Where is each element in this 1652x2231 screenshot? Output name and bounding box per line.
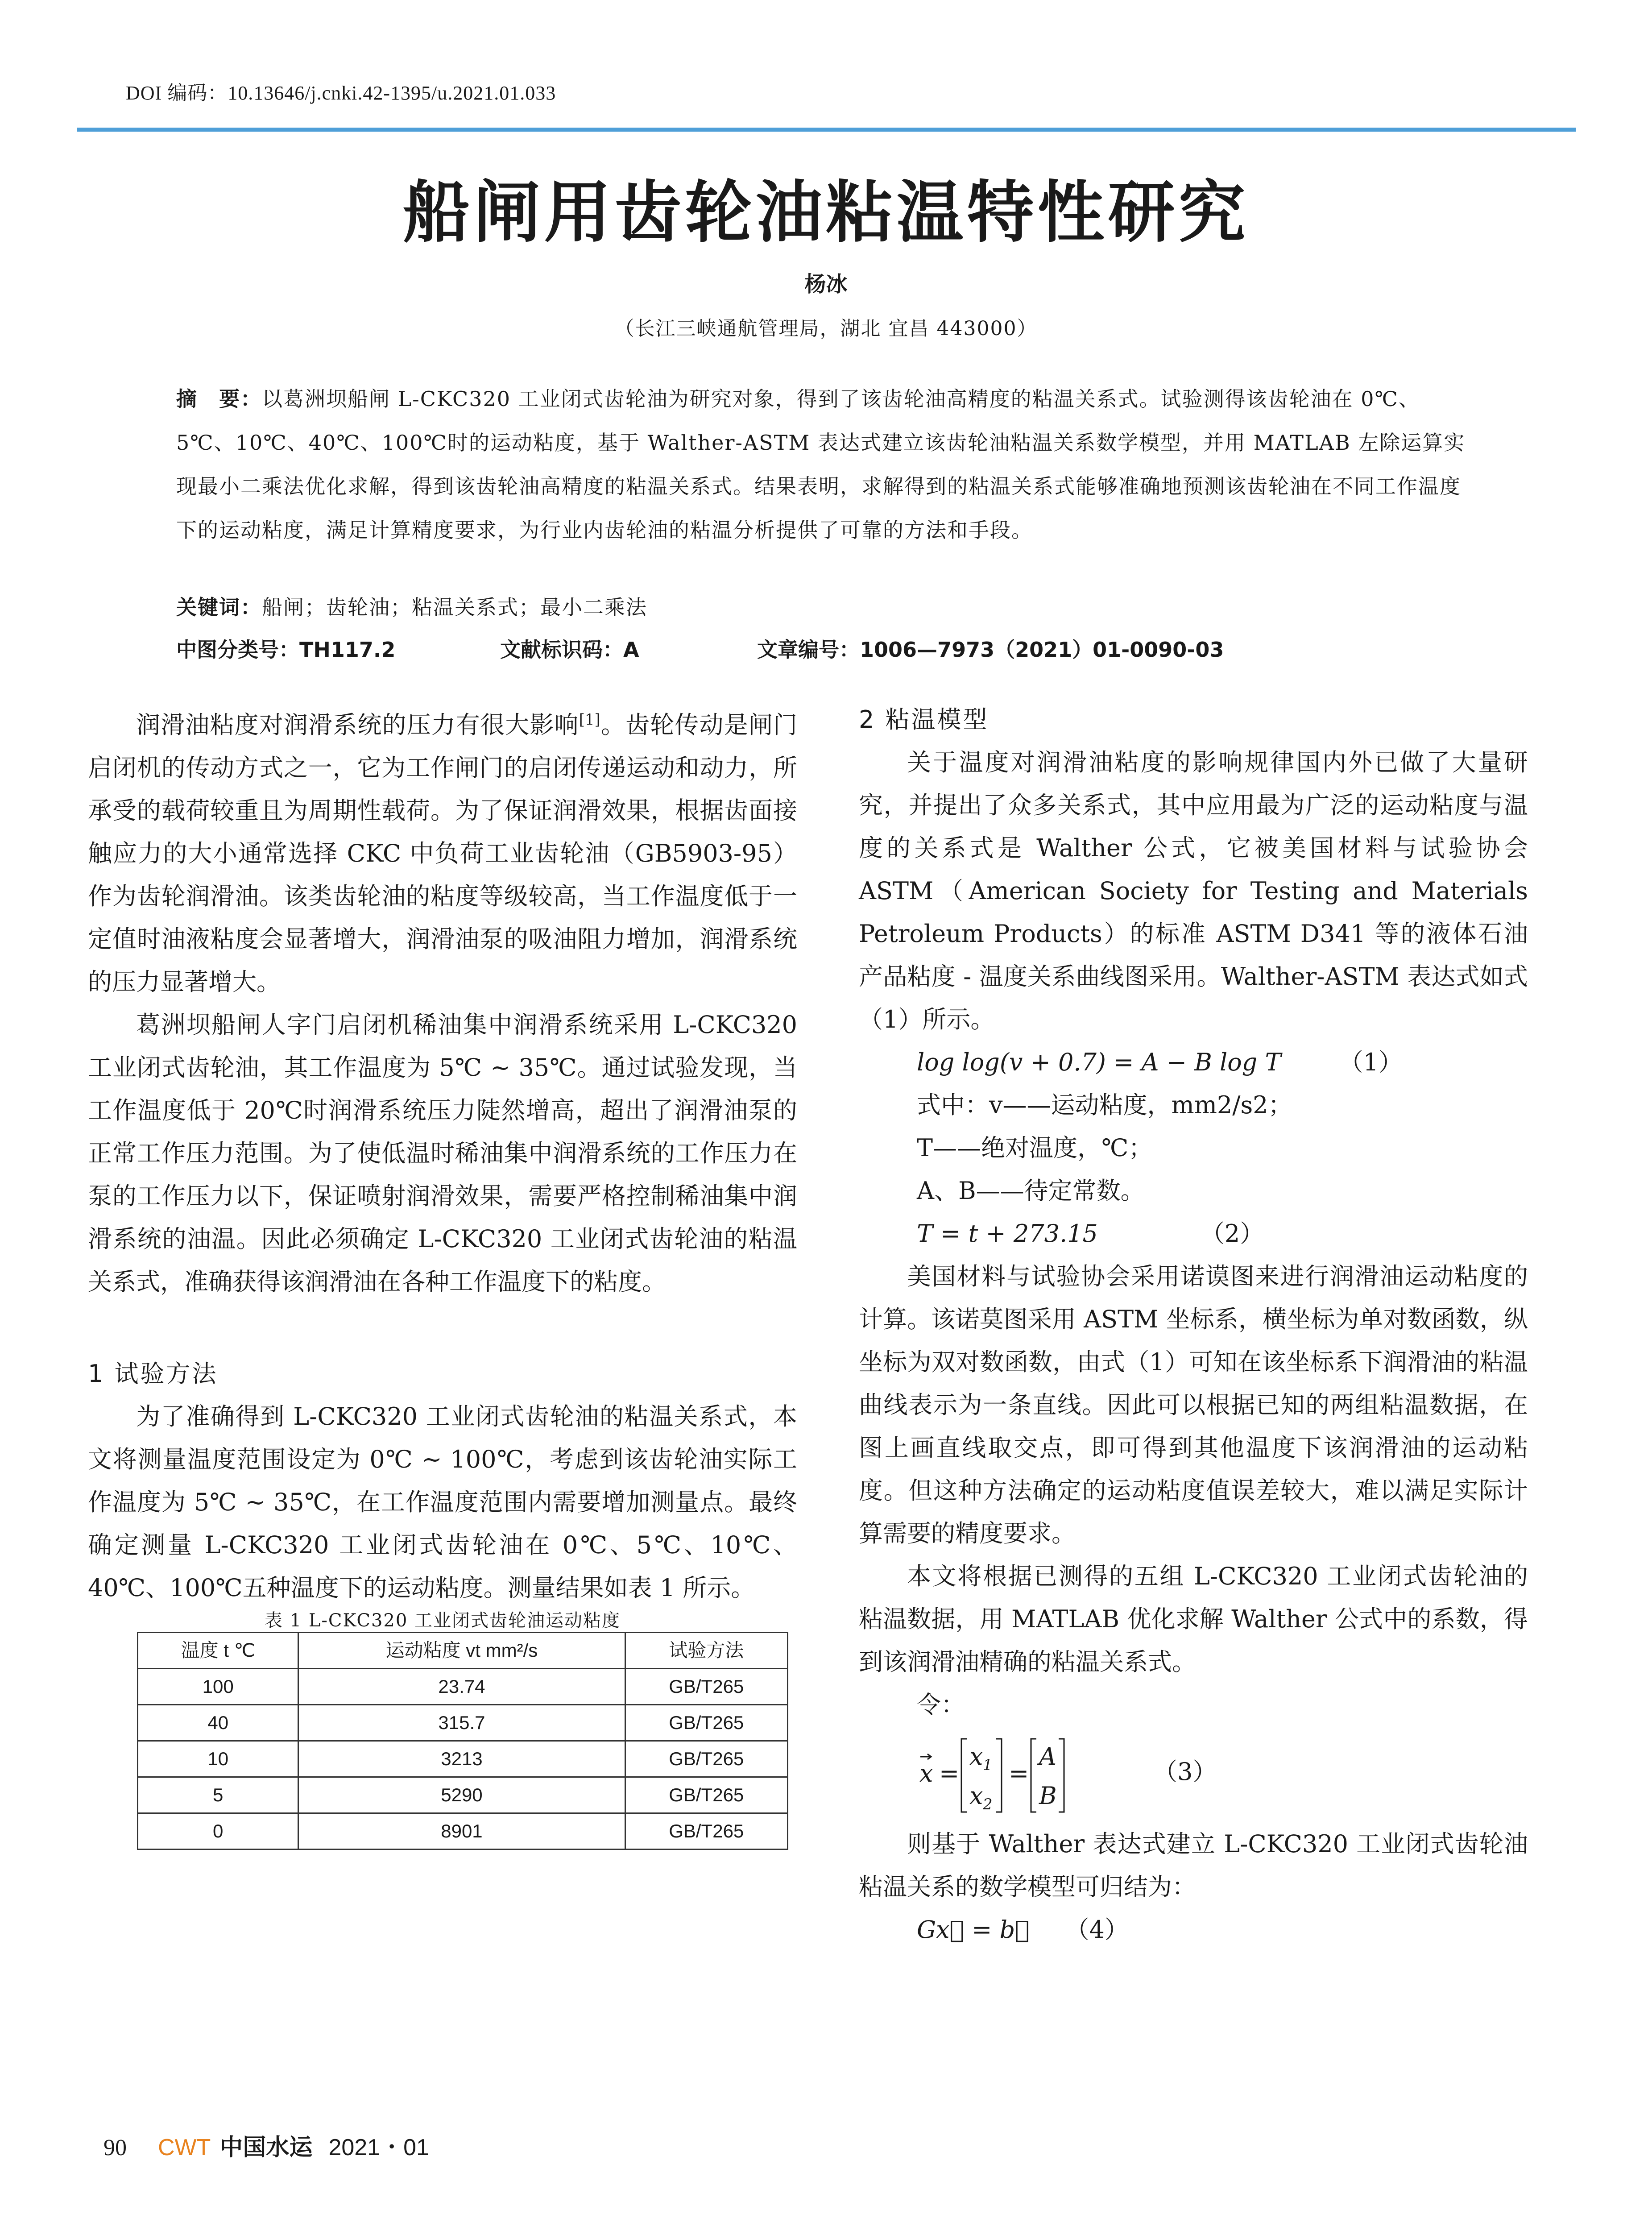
right-column bbox=[859, 698, 1528, 1951]
page-number: 90 bbox=[104, 2135, 127, 2161]
article-number: 文章编号：1006—7973（2021）01-0090-03 bbox=[757, 638, 1224, 662]
equation-2 bbox=[859, 1212, 1528, 1255]
svg-text:A: A bbox=[1039, 1742, 1056, 1771]
table-row bbox=[138, 1705, 788, 1741]
header-rule bbox=[77, 128, 1576, 132]
let-label: 令： bbox=[917, 1691, 965, 1719]
table-header-cell: 试验方法 bbox=[625, 1633, 788, 1669]
paragraph: 本文将根据已测得的五组 L-CKC320 工业闭式齿轮油的粘温数据，用 MATLAB 优化求解 Walther 公式中的系数，得到该润滑油精确的粘温关系式。 bbox=[859, 1562, 1528, 1676]
table-cell: GB/T265 bbox=[625, 1669, 788, 1705]
equation-text: T = t + 273.15 bbox=[917, 1219, 1098, 1248]
svg-text:2: 2 bbox=[983, 1796, 993, 1813]
equation-number: （1） bbox=[1339, 1048, 1403, 1076]
abstract-label: 摘 要： bbox=[176, 387, 262, 411]
keywords bbox=[176, 591, 647, 621]
magazine-name: 中国水运 bbox=[219, 2134, 313, 2161]
section-heading: 1 试验方法 bbox=[88, 1360, 218, 1388]
equation-1 bbox=[859, 1041, 1528, 1084]
table-cell: 315.7 bbox=[298, 1705, 625, 1741]
svg-text:=: = bbox=[1009, 1759, 1029, 1787]
table-cell: 100 bbox=[138, 1669, 298, 1705]
table-header-cell: 温度 t ℃ bbox=[138, 1633, 298, 1669]
equation-number: （3） bbox=[1153, 1758, 1217, 1786]
abstract bbox=[176, 377, 1479, 552]
paragraph: 为了准确得到 L-CKC320 工业闭式齿轮油的粘温关系式，本文将测量温度范围设定为 0℃ ~ 100℃，考虑到该齿轮油实际工作温度为 5℃ ~ 35℃，在工作温度范围内需要增加测量点。最终确定测量 L-CKC320 工业闭式齿轮油在 0℃、5℃、10℃、40℃、100℃五种温度下的运动粘度。测量结果如表 1 所示。 bbox=[88, 1402, 797, 1602]
doi-line: DOI 编码：10.13646/j.cnki.42-1395/u.2021.01.033 bbox=[126, 82, 556, 104]
keywords-text: 船闸；齿轮油；粘温关系式；最小二乘法 bbox=[262, 595, 647, 619]
table-header-row bbox=[138, 1633, 788, 1669]
viscosity-table bbox=[137, 1632, 788, 1850]
section-heading: 2 粘温模型 bbox=[859, 705, 989, 734]
paragraph: 则基于 Walther 表达式建立 L-CKC320 工业闭式齿轮油粘温关系的数学模型可归结为： bbox=[859, 1830, 1528, 1901]
table-caption: 表 1 L-CKC320 工业闭式齿轮油运动粘度 bbox=[264, 1610, 621, 1631]
table-cell: 0 bbox=[138, 1813, 298, 1849]
table-row bbox=[138, 1813, 788, 1849]
equation-3 bbox=[859, 1726, 1528, 1823]
abstract-text: 以葛洲坝船闸 L-CKC320 工业闭式齿轮油为研究对象，得到了该齿轮油高精度的粘温关系式。试验测得该齿轮油在 0℃、5℃、10℃、40℃、100℃时的运动粘度，基于 Walther-ASTM 表达式建立该齿轮油粘温关系数学模型，并用 MATLAB 左除运算实现最小二乘法优化求解，得到该齿轮油高精度的粘温关系式。结果表明，求解得到的粘温关系式能够准确地预测该齿轮油在不同工作温度下的运动粘度，满足计算精度要求，为行业内齿轮油的粘温分析提供了可靠的方法和手段。 bbox=[176, 387, 1466, 542]
definition: 式中：v——运动粘度，mm2/s2； bbox=[917, 1091, 1292, 1119]
table-row bbox=[138, 1777, 788, 1813]
table-row bbox=[138, 1741, 788, 1777]
svg-text:x: x bbox=[969, 1742, 983, 1771]
equation-4 bbox=[859, 1908, 1528, 1951]
clc-number: 中图分类号：TH117.2 bbox=[176, 638, 396, 662]
brand-logo: CWT bbox=[158, 2135, 211, 2161]
table-cell: 10 bbox=[138, 1741, 298, 1777]
table-cell: GB/T265 bbox=[625, 1741, 788, 1777]
article-title: 船闸用齿轮油粘温特性研究 bbox=[403, 173, 1249, 252]
equation-number: （2） bbox=[1200, 1219, 1264, 1248]
table-cell: 40 bbox=[138, 1705, 298, 1741]
table-cell: GB/T265 bbox=[625, 1813, 788, 1849]
author: 杨冰 bbox=[804, 272, 848, 297]
svg-text:=: = bbox=[939, 1759, 960, 1787]
table-cell: 3213 bbox=[298, 1741, 625, 1777]
svg-text:1: 1 bbox=[983, 1756, 993, 1774]
table-header-cell: 运动粘度 vt mm²/s bbox=[298, 1633, 625, 1669]
vector-matrix-equation bbox=[917, 1729, 1126, 1818]
keywords-label: 关键词： bbox=[176, 595, 262, 619]
affiliation: （长江三峡通航管理局，湖北 宜昌 443000） bbox=[614, 317, 1038, 340]
equation-text: log log(v + 0.7) = A − B log T bbox=[917, 1048, 1281, 1076]
table-cell: 5290 bbox=[298, 1777, 625, 1813]
issue-date: 2021・01 bbox=[328, 2135, 429, 2161]
equation-number: （4） bbox=[1065, 1916, 1129, 1944]
definition: A、B——待定常数。 bbox=[917, 1177, 1145, 1205]
table-cell: 5 bbox=[138, 1777, 298, 1813]
left-column bbox=[88, 698, 797, 1850]
table-cell: GB/T265 bbox=[625, 1705, 788, 1741]
reference-mark: [1] bbox=[579, 711, 600, 729]
paragraph-text: 。齿轮传动是闸门启闭机的传动方式之一，它为工作闸门的启闭传递运动和动力，所承受的载荷较重且为周期性载荷。为了保证润滑效果，根据齿面接触应力的大小通常选择 CKC 中负荷工业齿轮油（GB5903-95）作为齿轮润滑油。该类齿轮油的粘度等级较高，当工作温度低于一定值时油液粘度会显著增大，润滑油泵的吸油阻力增加，润滑系统的压力显著增大。 bbox=[88, 711, 798, 996]
table-row bbox=[138, 1669, 788, 1705]
definition: T——绝对温度，℃； bbox=[917, 1134, 1153, 1162]
svg-text:x: x bbox=[919, 1759, 933, 1787]
paragraph-text: 润滑油粘度对润滑系统的压力有很大影响 bbox=[136, 711, 579, 739]
table-cell: 23.74 bbox=[298, 1669, 625, 1705]
paragraph: 关于温度对润滑油粘度的影响规律国内外已做了大量研究，并提出了众多关系式，其中应用最为广泛的运动粘度与温度的关系式是 Walther 公式，它被美国材料与试验协会 ASTM（American Society for Testing and Materials Petroleum Products）的标准 ASTM D341 等的液体石油产品粘度 - 温度关系曲线图采用。Walther-ASTM 表达式如式（1）所示。 bbox=[859, 748, 1528, 1033]
svg-text:B: B bbox=[1039, 1782, 1057, 1810]
doc-code: 文献标识码：A bbox=[500, 638, 639, 662]
paragraph: 美国材料与试验协会采用诺谟图来进行润滑油运动粘度的计算。该诺莫图采用 ASTM 坐标系，横坐标为单对数函数，纵坐标为双对数函数，由式（1）可知在该坐标系下润滑油的粘温曲线表示为一条直线。因此可以根据已知的两组粘温数据，在图上画直线取交点，即可得到其他温度下该润滑油的运动粘度。但这种方法确定的运动粘度值误差较大，难以满足实际计算需要的精度要求。 bbox=[859, 1262, 1528, 1547]
equation-text: Gx⃗ = b⃗ bbox=[917, 1916, 1030, 1944]
paragraph: 葛洲坝船闸人字门启闭机稀油集中润滑系统采用 L-CKC320 工业闭式齿轮油，其工作温度为 5℃ ~ 35℃。通过试验发现，当工作温度低于 20℃时润滑系统压力陡然增高，超出了润滑油泵的正常工作压力范围。为了使低温时稀油集中润滑系统的工作压力在泵的工作压力以下，保证喷射润滑效果，需要严格控制稀油集中润滑系统的油温。因此必须确定 L-CKC320 工业闭式齿轮油的粘温关系式，准确获得该润滑油在各种工作温度下的粘度。 bbox=[88, 1011, 797, 1296]
table-cell: GB/T265 bbox=[625, 1777, 788, 1813]
classification-line bbox=[176, 634, 1224, 663]
table-cell: 8901 bbox=[298, 1813, 625, 1849]
paragraph bbox=[88, 698, 797, 1004]
page-footer bbox=[104, 2128, 429, 2162]
svg-text:x: x bbox=[969, 1782, 983, 1810]
